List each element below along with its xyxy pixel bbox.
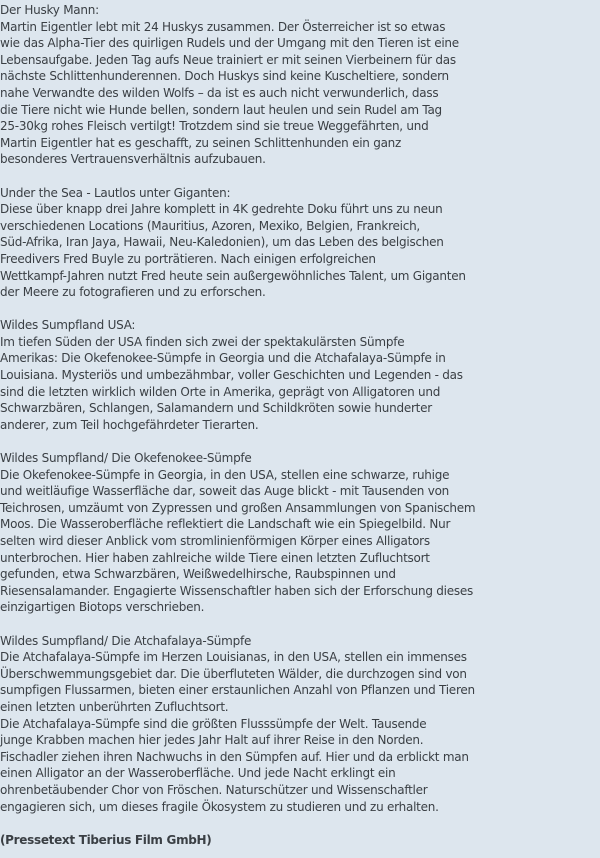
section-heading: Wildes Sumpfland/ Die Atchafalaya-Sümpfe — [0, 633, 252, 648]
text-line: der Meere zu fotografieren und zu erforschen. — [0, 285, 266, 300]
text-line: einen Alligator an der Wasseroberfläche. Und jede Nacht erklingt ein — [0, 766, 396, 781]
text-line: nahe Verwandte des wilden Wolfs – da ist es auch nicht verwunderlich, dass — [0, 85, 439, 100]
text-line: Moos. Die Wasseroberfläche reflektiert die Landschaft wie ein Spiegelbild. Nur — [0, 517, 451, 532]
text-line: wie das Alpha-Tier des quirligen Rudels und der Umgang mit den Tieren ist eine — [0, 36, 459, 51]
text-line: Süd-Afrika, Iran Jaya, Hawaii, Neu-Kaledonien), um das Leben des belgischen — [0, 235, 444, 250]
text-line: Lebensaufgabe. Jeden Tag aufs Neue trainiert er mit seinen Vierbeinern für das — [0, 52, 456, 67]
text-line: die Tiere nicht wie Hunde bellen, sondern laut heulen und sein Rudel am Tag — [0, 102, 442, 117]
text-line: nächste Schlittenhunderennen. Doch Huskys sind keine Kuscheltiere, sondern — [0, 69, 449, 84]
text-line: Die Atchafalaya-Sümpfe im Herzen Louisianas, in den USA, stellen ein immenses — [0, 650, 467, 665]
text-line: ohrenbetäubender Chor von Fröschen. Naturschützer und Wissenschaftler — [0, 782, 428, 797]
text-line: Diese über knapp drei Jahre komplett in 4K gedrehte Doku führt uns zu neun — [0, 202, 443, 217]
text-line: selten wird dieser Anblick vom stromlinienförmigen Körper eines Alligators — [0, 534, 430, 548]
text-line: sumpfigen Flussarmen, bieten einer erstaunlichen Anzahl von Pflanzen und Tieren — [0, 683, 475, 698]
text-line: sind die letzten wirklich wilden Orte in Amerika, geprägt von Alligatoren und — [0, 384, 441, 399]
text-line: Martin Eigentler lebt mit 24 Huskys zusammen. Der Österreicher ist so etwas — [0, 19, 446, 34]
text-line: 25-30kg rohes Fleisch vertilgt! Trotzdem sind sie treue Weggefährten, und — [0, 119, 429, 134]
text-line: einzigartigen Biotops verschrieben. — [0, 600, 205, 615]
text-line: Die Okefenokee-Sümpfe in Georgia, in den USA, stellen eine schwarze, ruhige — [0, 467, 450, 482]
text-line: einen letzten unberührten Zufluchtsort. — [0, 699, 229, 714]
text-line: und weitläufige Wasserfläche dar, soweit das Auge blickt - mit Tausenden von — [0, 484, 450, 499]
section-under-the-sea — [0, 185, 600, 301]
section-husky-mann — [0, 2, 600, 168]
text-line: junge Krabben machen hier jedes Jahr Halt auf ihrer Reise in den Norden. — [0, 733, 424, 748]
section-heading: Wildes Sumpfland USA: — [0, 318, 136, 333]
text-line: Fischadler ziehen ihren Nachwuchs in den Sümpfen auf. Hier und da erblickt man — [0, 749, 469, 764]
press-credit: (Pressetext Tiberius Film GmbH) — [0, 832, 212, 847]
text-line: Riesensalamander. Engagierte Wissenschaftler haben sich der Erforschung dieses — [0, 583, 474, 598]
text-line: besonderes Vertrauensverhältnis aufzubauen. — [0, 152, 266, 167]
text-line: Louisiana. Mysteriös und umbezähmbar, voller Geschichten und Legenden - das — [0, 368, 463, 383]
section-okefenokee — [0, 450, 600, 616]
text-line: verschiedenen Locations (Mauritius, Azoren, Mexiko, Belgien, Frankreich, — [0, 218, 420, 233]
text-line: Wettkampf-Jahren nutzt Fred heute sein außergewöhnliches Talent, um Giganten — [0, 268, 466, 283]
text-line: gefunden, etwa Schwarzbären, Weißwedelhirsche, Raubspinnen und — [0, 567, 396, 582]
text-line: anderer, zum Teil hochgefährdeter Tierarten. — [0, 417, 259, 432]
text-line: Freedivers Fred Buyle zu porträtieren. Nach einigen erfolgreichen — [0, 251, 376, 266]
text-line: Schwarzbären, Schlangen, Salamandern und Schildkröten sowie hunderter — [0, 401, 432, 416]
text-line: engagieren sich, um dieses fragile Ökosystem zu studieren und zu erhalten. — [0, 799, 439, 814]
section-heading: Under the Sea - Lautlos unter Giganten: — [0, 185, 231, 200]
text-line: Martin Eigentler hat es geschafft, zu seinen Schlittenhunden ein ganz — [0, 135, 402, 150]
text-line: Im tiefen Süden der USA finden sich zwei der spektakulärsten Sümpfe — [0, 334, 405, 349]
text-line: Teichrosen, umzäumt von Zypressen und großen Ansammlungen von Spanischem — [0, 500, 476, 515]
section-atchafalaya — [0, 633, 600, 816]
text-line: Überschwemmungsgebiet dar. Die überfluteten Wälder, die durchzogen sind von — [0, 666, 467, 681]
section-heading: Wildes Sumpfland/ Die Okefenokee-Sümpfe — [0, 451, 252, 466]
section-heading: Der Husky Mann: — [0, 3, 99, 17]
text-line: Die Atchafalaya-Sümpfe sind die größten Flusssümpfe der Welt. Tausende — [0, 716, 427, 731]
text-line: unterbrochen. Hier haben zahlreiche wilde Tiere einen letzten Zufluchtsort — [0, 550, 430, 565]
section-wildes-sumpfland-usa — [0, 317, 600, 433]
text-line: Amerikas: Die Okefenokee-Sümpfe in Georgia und die Atchafalaya-Sümpfe in — [0, 351, 446, 366]
